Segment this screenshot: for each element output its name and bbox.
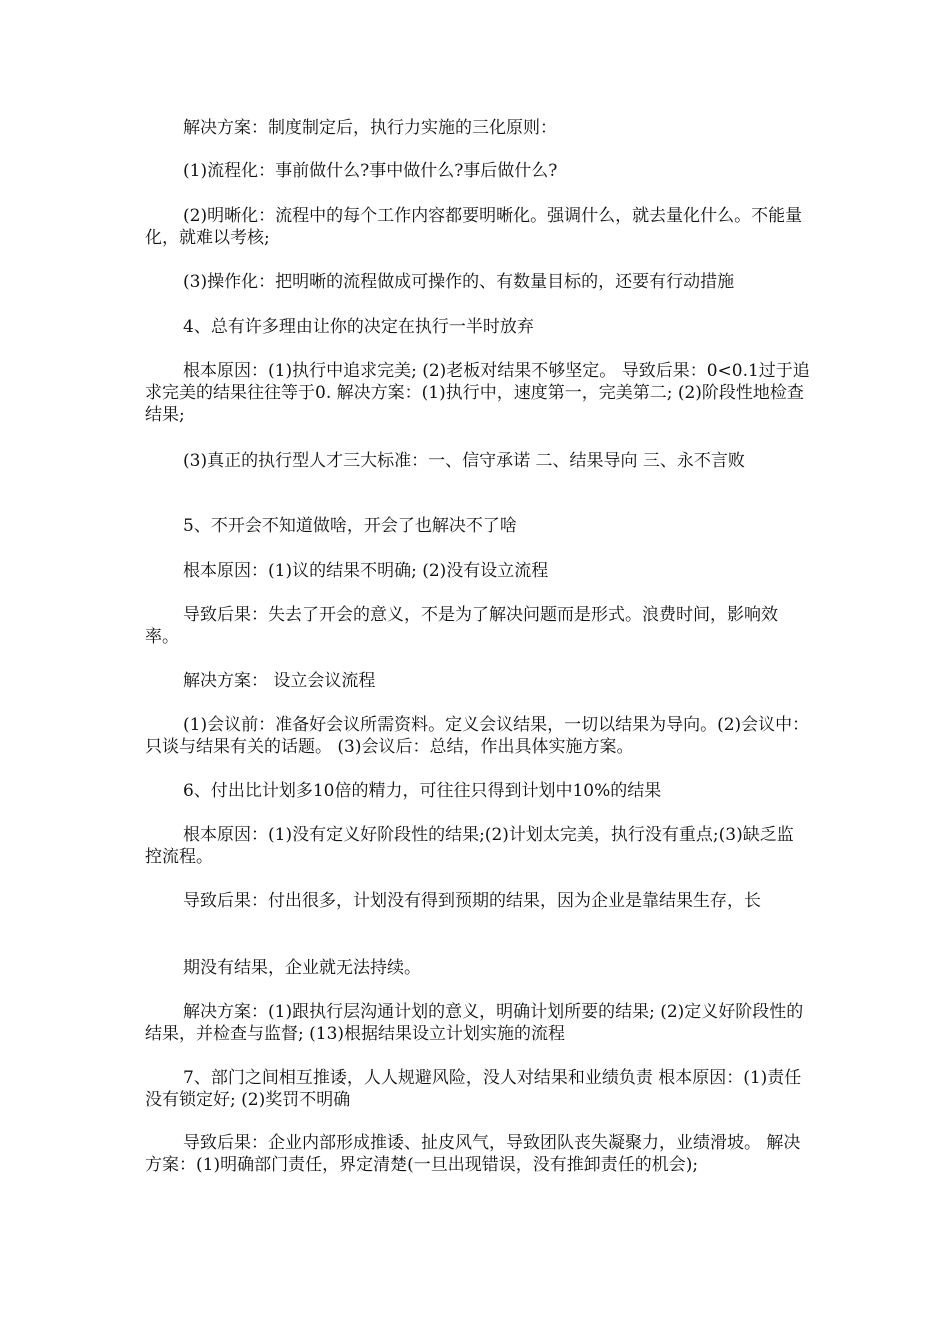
paragraph-item-4-cause: 根本原因：(1)执行中追求完美; (2)老板对结果不够坚定。 导致后果：0<0.1过于追求完美的结果往往等于0. 解决方案：(1)执行中，速度第一，完美第二; (2)阶段性地检查结果; <box>145 361 810 425</box>
paragraph-item-6-consequence: 导致后果：付出很多，计划没有得到预期的结果，因为企业是靠结果生存，长 <box>183 891 761 911</box>
heading-item-7: 7、部门之间相互推诿，人人规避风险，没人对结果和业绩负责 根本原因：(1)责任没有锁定好; (2)奖罚不明确 <box>145 1068 802 1110</box>
paragraph-item-6-cause: 根本原因：(1)没有定义好阶段性的结果;(2)计划太完美，执行没有重点;(3)缺乏监控流程。 <box>145 825 794 867</box>
paragraph-item-6-solution: 解决方案：(1)跟执行层沟通计划的意义，明确计划所要的结果; (2)定义好阶段性的结果，并检查与监督; (13)根据结果设立计划实施的流程 <box>145 1002 804 1044</box>
paragraph-clarity: (2)明晰化：流程中的每个工作内容都要明晰化。强调什么，就去量化什么。不能量化，就难以考核; <box>145 206 803 248</box>
heading-item-4: 4、总有许多理由让你的决定在执行一半时放弃 <box>183 317 534 337</box>
paragraph-item-5-consequence: 导致后果：失去了开会的意义，不是为了解决问题而是形式。浪费时间，影响效率。 <box>145 605 778 647</box>
paragraph-solution-three-principles: 解决方案：制度制定后，执行力实施的三化原则： <box>183 118 557 138</box>
paragraph-item-4-standards: (3)真正的执行型人才三大标准：一、信守承诺 二、结果导向 三、永不言败 <box>183 451 745 471</box>
paragraph-item-7-consequence: 导致后果：企业内部形成推诿、扯皮风气，导致团队丧失凝聚力，业绩滑坡。 解决方案：(1)明确部门责任，界定清楚(一旦出现错误，没有推卸责任的机会); <box>145 1133 801 1175</box>
paragraph-item-6-consequence-cont: 期没有结果，企业就无法持续。 <box>183 958 421 978</box>
paragraph-operational: (3)操作化：把明晰的流程做成可操作的、有数量目标的，还要有行动措施 <box>183 272 735 292</box>
paragraph-item-5-meeting-steps: (1)会议前：准备好会议所需资料。定义会议结果，一切以结果为导向。(2)会议中：只谈与结果有关的话题。 (3)会议后：总结，作出具体实施方案。 <box>145 715 810 757</box>
heading-item-5: 5、不开会不知道做啥，开会了也解决不了啥 <box>183 516 517 536</box>
paragraph-item-5-cause: 根本原因：(1)议的结果不明确; (2)没有设立流程 <box>183 561 549 581</box>
heading-item-6: 6、付出比计划多10倍的精力，可往往只得到计划中10%的结果 <box>183 781 662 801</box>
paragraph-process: (1)流程化：事前做什么?事中做什么?事后做什么? <box>183 161 558 181</box>
paragraph-item-5-solution: 解决方案： 设立会议流程 <box>183 671 376 691</box>
